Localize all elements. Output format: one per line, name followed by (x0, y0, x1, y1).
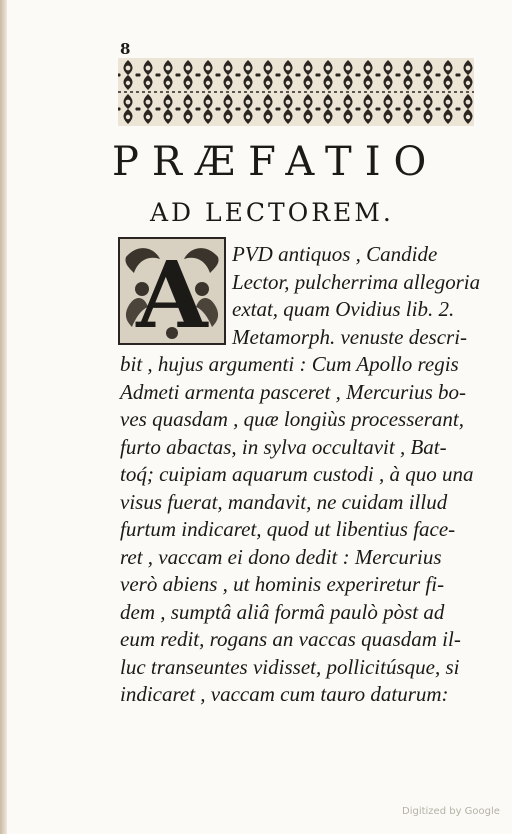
preface-subtitle: AD LECTOREM. (150, 198, 394, 227)
text-line: Admeti armenta pasceret , Mercurius bo- (120, 379, 467, 404)
text-line: bit , hujus argumenti : Cum Apollo regis (120, 352, 459, 376)
decorated-initial (118, 237, 226, 345)
text-line: ves quasdam , quæ longiùs processerant, (120, 407, 464, 431)
text-line: furtum indicaret, quod ut libentius face- (120, 517, 456, 541)
text-line: luc transeuntes vidisset, pollicitúsque, si (120, 654, 460, 679)
text-line: PVD antiquos , Candide (232, 242, 438, 266)
drop-cap-letter: A (136, 241, 208, 345)
preface-title: PRÆFATIO (112, 139, 440, 185)
text-line: Metamorph. venuste descri- (232, 324, 468, 349)
page-number: 8 (120, 40, 131, 58)
text-line: indicaret , vaccam cum tauro daturum: (120, 682, 449, 706)
page-binding-edge (0, 0, 7, 834)
text-line: visus fuerat, mandavit, ne cuidam illud (120, 489, 448, 514)
text-line: eum redit, rogans an vaccas quasdam il- (120, 627, 461, 651)
text-line: extat, quam Ovidius lib. 2. (232, 297, 455, 321)
text-line: dem , sumptâ aliâ formâ paulò pòst ad (120, 599, 445, 624)
text-line: furto abactas, in sylva occultavit , Bat- (120, 434, 447, 459)
text-line: verò abiens , ut hominis experiretur fi- (120, 572, 445, 596)
printer-ornament-band (118, 58, 474, 126)
text-line: Lector, pulcherrima allegoria (232, 269, 481, 294)
text-line: toq́; cuipiam aquarum custodi , à quo una (120, 462, 474, 486)
digitization-watermark: Digitized by Google (402, 806, 500, 817)
text-line: ret , vaccam ei dono dedit : Mercurius (120, 544, 442, 569)
